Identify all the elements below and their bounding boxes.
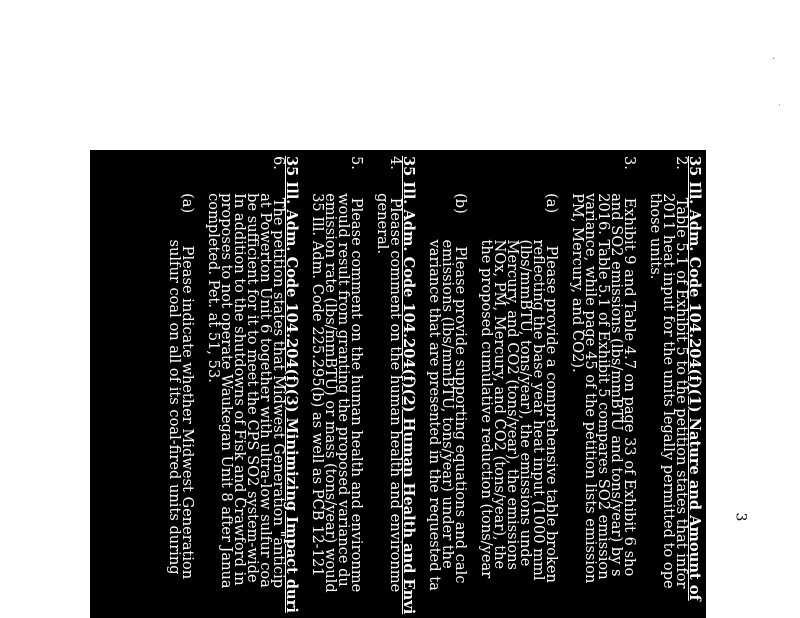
text-line: sulfur coal on all of its coal-fired units during xyxy=(166,156,183,575)
text-line: 4. Please comment on the human health and environme xyxy=(387,156,404,593)
section-heading: 35 Ill. Adm. Code 104.204(f)(3) Minimizing Impact duri xyxy=(283,156,300,613)
text-line: (b) Please provide supporting equations and calc xyxy=(452,156,469,584)
text-line: those units. xyxy=(647,156,664,280)
text-line: general. xyxy=(374,156,391,255)
text-line: at Powerton Unit 6 together with ultra-low sulfur coa xyxy=(257,156,274,588)
text-line: (a) Please provide a comprehensive table broken xyxy=(543,156,560,583)
text-line: emissions (lbs/mmBTU, tons/year) under the xyxy=(439,156,456,569)
text-line: 5. Please comment on the human health and environme xyxy=(348,156,365,593)
text-line: (lbs/mmBTU, tons/year), the emissions unde xyxy=(517,156,534,567)
text-line: variance that are presented in the requested ta xyxy=(426,156,443,591)
text-line: reflecting the base year heat input (1000 mml xyxy=(530,156,547,581)
text-line: 2016. Table 5.1 of Exhibit 5 compares SO2 emission xyxy=(595,156,612,580)
text-line: In addition to the shutdowns of Fisk and Crawford in xyxy=(231,156,248,586)
text-line: 2. Table 5.1 of Exhibit 5 to the petition states that infor xyxy=(673,156,690,589)
text-line: be sufficient for it to meet the CPS SO2 system-wide xyxy=(244,156,261,583)
text-line: would result from granting the proposed variance du xyxy=(335,156,352,587)
text-line: emission rate (lbs/mmBTU) or mass (tons/year) would xyxy=(322,156,339,593)
section-heading: 35 Ill. Adm. Code 104.204(f)(1) Nature and Amount of xyxy=(686,156,703,601)
text-line: (a) Please indicate whether Midwest Generation xyxy=(179,156,196,580)
text-line: 35 Ill. Adm. Code 225.295(b) as well as PCB 12-121 xyxy=(309,156,326,577)
text-line: the proposed cumulative reduction (tons/year xyxy=(478,156,495,579)
rotated-document-block xyxy=(90,150,706,618)
text-line: 6. The petition states that Midwest Generation "anticip xyxy=(270,156,287,589)
text-line: PM, Mercury, and CO2). xyxy=(569,156,586,373)
text-line: variance, while page 45 of the petition lists emission xyxy=(582,156,599,584)
text-line: Mercury, and CO2 (tons/year), the emissions xyxy=(504,156,521,571)
text-line: completed. Pet. at 51, 53. xyxy=(205,156,222,383)
scan-speck: · xyxy=(772,54,776,65)
text-line: NOx, PM, Mercury, and CO2 (tons/year), the xyxy=(491,156,508,570)
scan-speck: ˙ xyxy=(777,104,782,115)
text-line: proposes to not operate Waukegan Unit 8 after Janua xyxy=(218,156,235,589)
page-number: 3 xyxy=(732,512,749,522)
text-line: and SO2 emissions (lbs/mmBTU and tons/year) by s xyxy=(608,156,625,577)
text-line: 2011 heat input for the units legally permitted to ope xyxy=(660,156,677,589)
text-line: 3. Exhibit 9 and Table 4.7 on page 33 of Exhibit 6 sho xyxy=(621,156,638,577)
section-heading: 35 Ill. Adm. Code 104.204(f)(2) Human Health and Envi xyxy=(400,156,417,615)
document-text xyxy=(90,150,706,618)
